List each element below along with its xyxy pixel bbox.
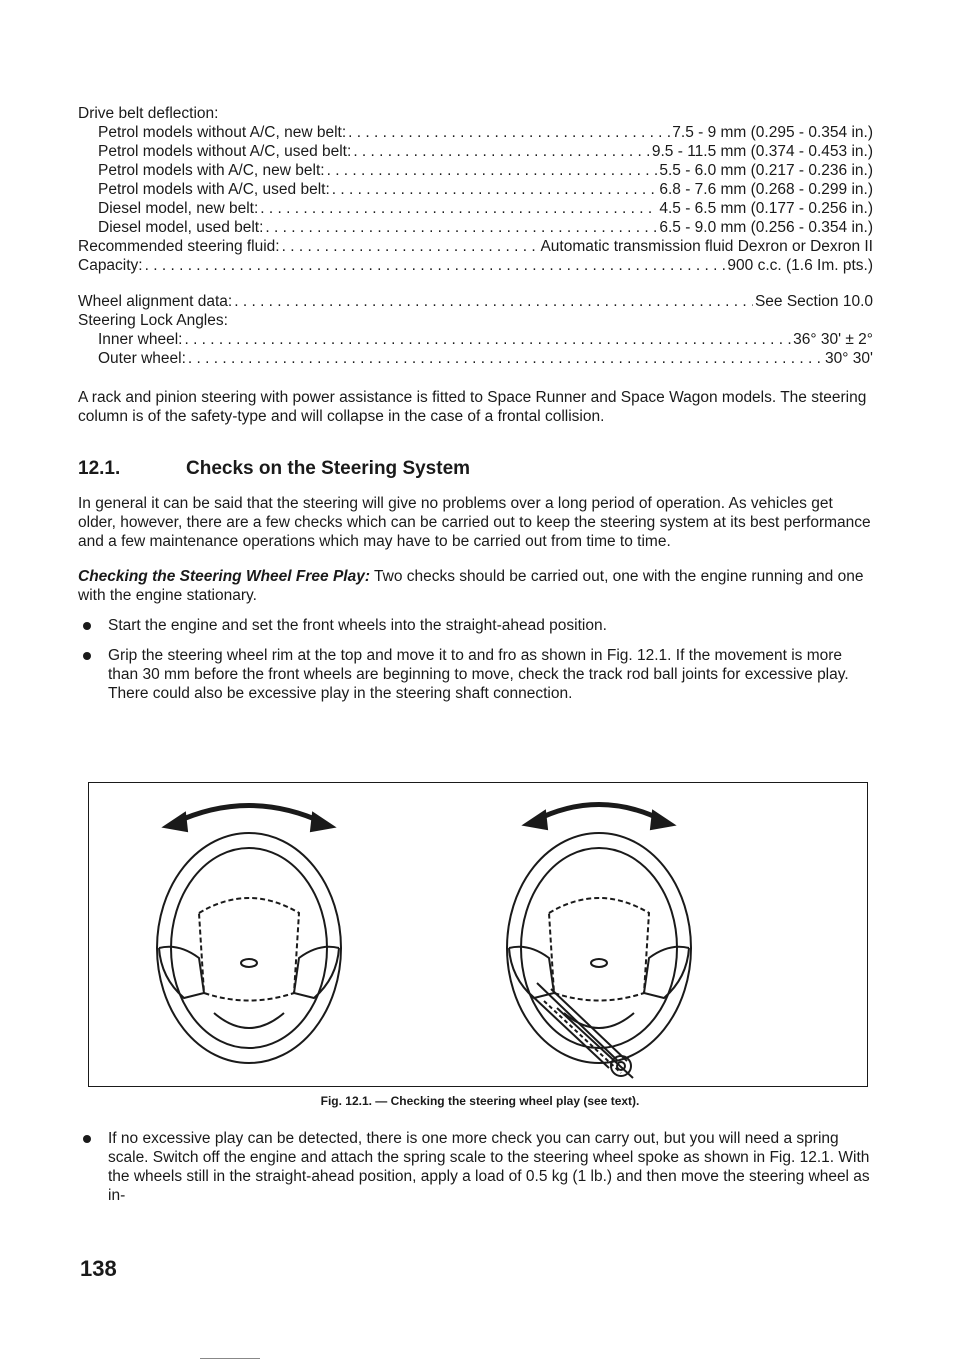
free-play-lead: Checking the Steering Wheel Free Play: <box>78 568 370 585</box>
bullet-item: If no excessive play can be detected, there is one more check you can carry out, but you will need a spring scale. Switch off the engine and attach the spring scale to the steering wheel spoke as shown in Fig. 12.1. With the wheels still in the straight-ahead position, apply a load of 0.5 kg (1 lb.) and then move the steering wheel as in- <box>78 1129 873 1205</box>
para-free-play <box>78 567 873 605</box>
spec-block <box>78 104 873 368</box>
drive-belt-row: Diesel model, new belt: . . . 4.5 - 6.5 mm (0.177 - 0.256 in.) <box>78 199 873 218</box>
bullet-icon <box>83 1135 91 1143</box>
drive-belt-row: Petrol models with A/C, new belt: . . . 5.5 - 6.0 mm (0.217 - 0.236 in.) <box>78 161 873 180</box>
figure-caption: Fig. 12.1. — Checking the steering wheel play (see text). <box>320 1094 640 1108</box>
section-title: Checks on the Steering System <box>186 458 471 479</box>
lock-angles-title: Steering Lock Angles: <box>78 312 228 329</box>
intro-paragraph: A rack and pinion steering with power assistance is fitted to Space Runner and Space Wagon models. The steering column is of the safety-type and will collapse in the case of a frontal collision. <box>78 389 867 425</box>
para-general: In general it can be said that the steering will give no problems over a long period of operation. As vehicles get older, however, there are a few checks which can be carried out to keep the steering system at its best performance and a few maintenance operations which may have to be carried out from time to time. <box>78 495 871 550</box>
section-number: 12.1. <box>78 458 121 479</box>
spring-scale-icon <box>529 983 633 1078</box>
bullet-icon <box>83 652 91 660</box>
drive-belt-title: Drive belt deflection: <box>78 105 219 122</box>
page-content <box>78 104 873 703</box>
bullet-item: Start the engine and set the front wheels into the straight-ahead position. <box>78 616 873 635</box>
bullet-item: Grip the steering wheel rim at the top and move it to and fro as shown in Fig. 12.1. If the movement is more than 30 mm before the front wheels are beginning to move, check the track rod ball joints for excessive play. There could also be excessive play in the steering shaft connection. <box>78 646 873 703</box>
steering-wheel-left-icon <box>157 806 341 1064</box>
free-play-rest: Two checks should be carried out, one with the engine running and one with the engine stationary. <box>78 568 864 604</box>
drive-belt-row: Petrol models without A/C, used belt: . . . 9.5 - 11.5 mm (0.374 - 0.453 in.) <box>78 142 873 161</box>
figure-steering-wheels <box>88 782 868 1087</box>
spec-row-capacity: Capacity: . . . 900 c.c. (1.6 Im. pts.) <box>78 256 873 275</box>
drive-belt-row: Petrol models with A/C, used belt: . . . 6.8 - 7.6 mm (0.268 - 0.299 in.) <box>78 180 873 199</box>
footer-divider <box>200 1358 260 1359</box>
drive-belt-row: Diesel model, used belt: . . . 6.5 - 9.0 mm (0.256 - 0.354 in.) <box>78 218 873 237</box>
spec-row-fluid: Recommended steering fluid: . . . Automatic transmission fluid Dexron or Dexron II <box>78 237 873 256</box>
bullet-icon <box>83 622 91 630</box>
spec-row-alignment: Wheel alignment data: . . . See Section 10.0 <box>78 292 873 311</box>
page-number: 138 <box>80 1256 117 1281</box>
drive-belt-row: Petrol models without A/C, new belt: . . . 7.5 - 9 mm (0.295 - 0.354 in.) <box>78 123 873 142</box>
after-figure <box>78 1118 873 1205</box>
lock-angle-row: Inner wheel: . . . 36° 30' ± 2° <box>78 330 873 349</box>
section-heading <box>78 458 873 480</box>
steering-wheel-illustration <box>89 783 866 1085</box>
lock-angle-row: Outer wheel: . . . 30° 30' <box>78 349 873 368</box>
steering-wheel-right-icon <box>507 805 691 1064</box>
